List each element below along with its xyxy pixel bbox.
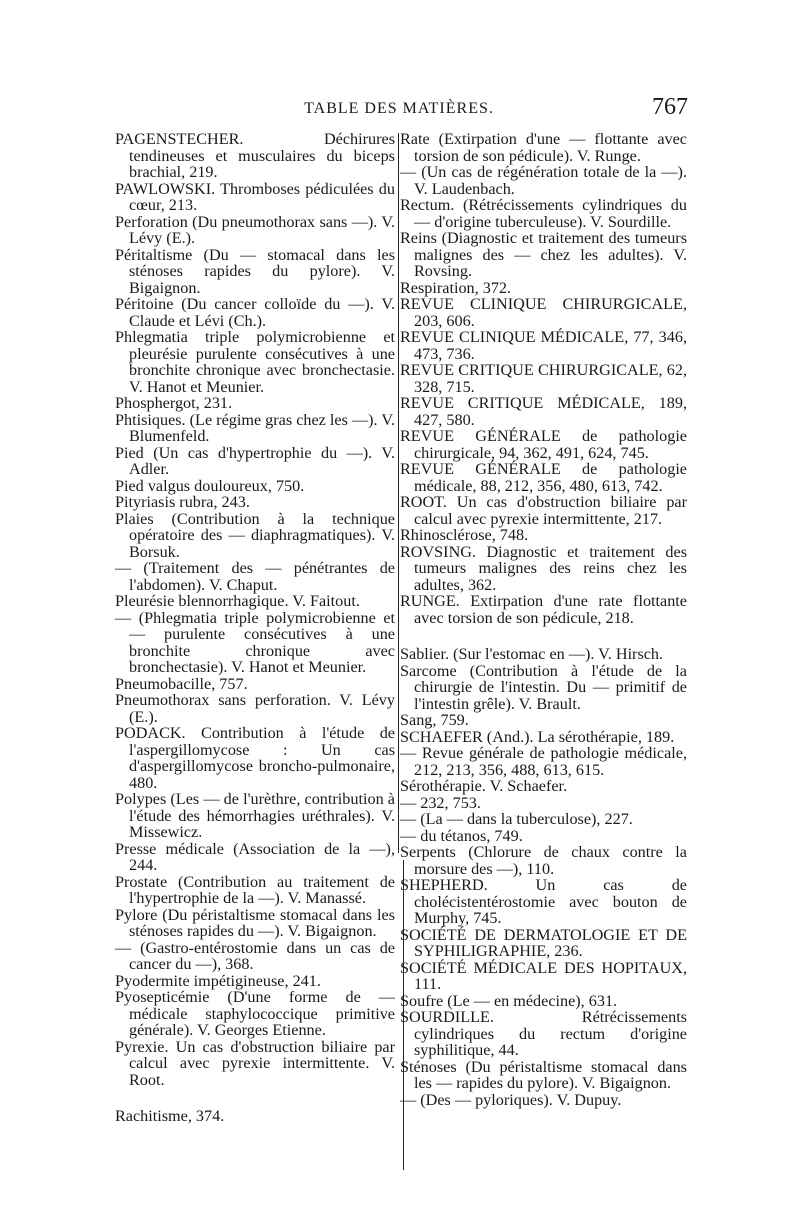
running-title: TABLE DES MATIÈRES. [304, 100, 494, 117]
index-entry: RUNGE. Extirpation d'une rate flottante avec torsion de son pédicule, 218. [400, 592, 687, 627]
index-entry: — Revue générale de pathologie médicale, 212, 213, 356, 488, 613, 615. [400, 744, 687, 779]
index-entry: Perforation (Du pneumothorax sans —). V. Lévy (E.). [115, 212, 395, 247]
left-column [115, 131, 395, 1125]
index-entry: Pyosepticémie (D'une forme de — médicale staphylococcique primitive générale). V. Georges Etienne. [115, 988, 395, 1039]
index-entry: Prostate (Contribution au traitement de l'hypertrophie de la —). V. Manassé. [115, 872, 395, 907]
index-entry: SOCIÉTÉ MÉDICALE DES HOPITAUX, 111. [400, 958, 687, 993]
index-entry: — 232, 753. [400, 793, 481, 812]
index-entry: Sérothérapie. V. Schaefer. [400, 777, 568, 795]
index-entry: Pneumothorax sans perforation. V. Lévy (E.). [115, 691, 395, 726]
index-entry: — (Un cas de régénération totale de la —). V. Laudenbach. [400, 163, 687, 198]
index-entry: REVUE GÉNÉRALE de pathologie médicale, 88, 212, 356, 480, 613, 742. [400, 460, 687, 495]
page-header [110, 94, 688, 122]
index-entry: SOCIÉTÉ DE DERMATOLOGIE ET DE SYPHILIGRAPHIE, 236. [400, 925, 687, 960]
index-entry: SOURDILLE. Rétrécissements cylindriques du rectum d'origine syphilitique, 44. [400, 1008, 687, 1059]
index-entry: Phosphergot, 231. [115, 394, 233, 412]
index-entry: PODACK. Contribution à l'étude de l'aspergillomycose : Un cas d'aspergillomycose broncho-pulmonaire, 480. [115, 724, 395, 792]
index-entry: Pyrexie. Un cas d'obstruction biliaire par calcul avec pyrexie intermittente. V. Root. [115, 1037, 395, 1089]
index-entry: ROVSING. Diagnostic et traitement des tumeurs malignes des reins chez les adultes, 362. [400, 542, 687, 594]
index-entry: REVUE GÉNÉRALE de pathologie chirurgicale, 94, 362, 491, 624, 745. [400, 427, 687, 462]
right-column [400, 131, 687, 1108]
index-entry: Phtisiques. (Le régime gras chez les —). V. Blumenfeld. [115, 410, 395, 445]
index-entry: Pneumobacille, 757. [115, 674, 248, 693]
index-entry: SCHAEFER (And.). La sérothérapie, 189. [400, 727, 675, 746]
index-entry: Péritaltisme (Du — stomacal dans les sténoses rapides du pylore). V. Bigaignon. [115, 245, 395, 297]
index-entry: Pied (Un cas d'hypertrophie du —). V. Adler. [115, 443, 395, 478]
index-entry: Reins (Diagnostic et traitement des tumeurs malignes des — chez les adultes). V. Rovsing. [400, 229, 687, 280]
index-entry: REVUE CLINIQUE CHIRURGICALE, 203, 606. [400, 295, 687, 330]
index-entry: Pylore (Du péristaltisme stomacal dans les sténoses rapides du —). V. Bigaignon. [115, 905, 395, 940]
index-entry: — du tétanos, 749. [400, 826, 523, 845]
index-entry: Respiration, 372. [400, 278, 512, 297]
index-entry: PAWLOWSKI. Thromboses pédiculées du cœur, 213. [115, 179, 395, 214]
index-entry: REVUE CLINIQUE MÉDICALE, 77, 346, 473, 736. [400, 328, 687, 363]
index-entry: Rachitisme, 374. [115, 1107, 225, 1125]
index-entry: Sang, 759. [400, 711, 469, 729]
index-entry: ROOT. Un cas d'obstruction biliaire par calcul avec pyrexie intermittente, 217. [400, 493, 687, 528]
index-entry: Polypes (Les — de l'urèthre, contribution à l'étude des hémorrhagies uréthrales). V. Missewicz. [115, 790, 395, 841]
column-divider [398, 133, 399, 853]
index-entry: Péritoine (Du cancer colloïde du —). V. Claude et Lévi (Ch.). [115, 295, 395, 330]
index-entry: Pityriasis rubra, 243. [115, 493, 250, 511]
index-entry: Rhinosclérose, 748. [400, 526, 529, 544]
index-entry: Sténoses (Du péristaltisme stomacal dans les — rapides du pylore). V. Bigaignon. [400, 1057, 687, 1092]
page-number: 767 [652, 94, 688, 120]
index-entry: Plaies (Contribution à la technique opératoire des — diaphragmatiques). V. Borsuk. [115, 509, 395, 561]
index-entry: Rectum. (Rétrécissements cylindriques du — d'origine tuberculeuse). V. Sourdille. [400, 196, 687, 231]
index-entry: PAGENSTECHER. Déchirures tendineuses et musculaires du biceps brachial, 219. [115, 130, 395, 181]
index-entry: Sarcome (Contribution à l'étude de la chirurgie de l'intestin. Du — primitif de l'intestin grêle). V. Brault. [400, 661, 687, 713]
index-entry: — (Phlegmatia triple polymicrobienne et — purulente consécutives à une bronchite chronique avec bronchectasie). V. Hanot et Meunier. [115, 608, 395, 676]
index-entry: SHEPHERD. Un cas de cholécistentérostomie avec bouton de Murphy, 745. [400, 876, 687, 927]
index-entry: — (Des — pyloriques). V. Dupuy. [400, 1090, 622, 1109]
index-entry: Rate (Extirpation d'une — flottante avec torsion de son pédicule). V. Runge. [400, 130, 687, 165]
index-entry: Pyodermite impétigineuse, 241. [115, 971, 321, 990]
index-entry: Sablier. (Sur l'estomac en —). V. Hirsch. [400, 645, 664, 663]
index-entry: Phlegmatia triple polymicrobienne et pleurésie purulente consécutives à une bronchite chronique avec bronchectasie. V. Hanot et Meunier. [115, 328, 395, 396]
index-entry: — (Traitement des — pénétrantes de l'abdomen). V. Chaput. [115, 559, 395, 594]
index-entry: Presse médicale (Association de la —), 244. [115, 839, 395, 874]
index-entry: Serpents (Chlorure de chaux contre la morsure des —), 110. [400, 843, 687, 878]
index-entry: REVUE CRITIQUE CHIRURGICALE, 62, 328, 715. [400, 361, 687, 396]
index-entry: Pied valgus douloureux, 750. [115, 476, 305, 495]
index-entry: Pleurésie blennorrhagique. V. Faitout. [115, 592, 360, 610]
index-entry: — (Gastro-entérostomie dans un cas de cancer du —), 368. [115, 938, 395, 973]
index-entry: — (La — dans la tuberculose), 227. [400, 810, 633, 828]
index-entry: Soufre (Le — en médecine), 631. [400, 991, 618, 1010]
index-entry: REVUE CRITIQUE MÉDICALE, 189, 427, 580. [400, 394, 687, 429]
